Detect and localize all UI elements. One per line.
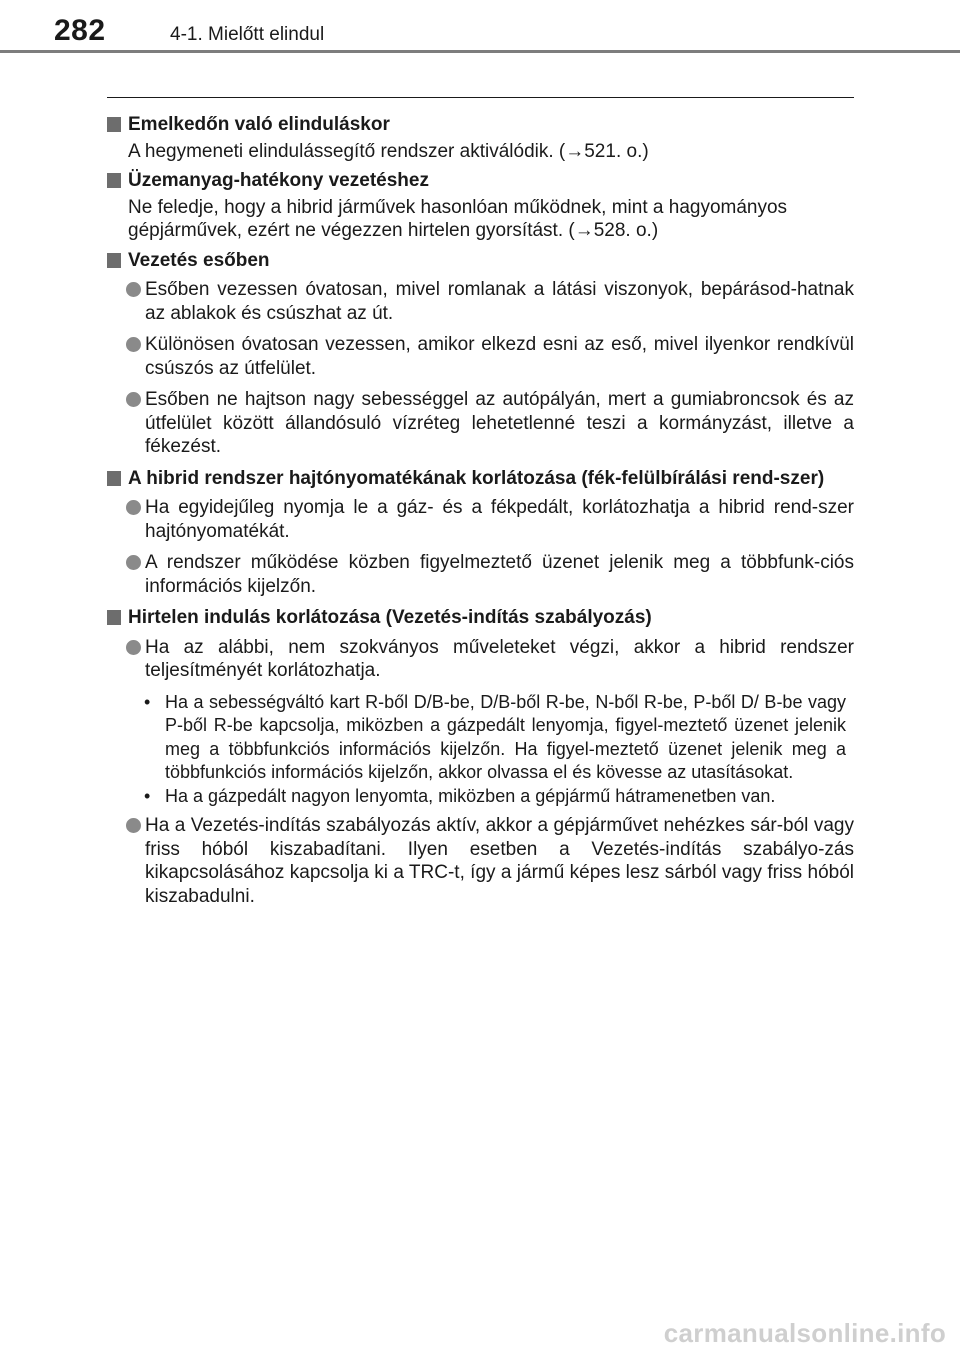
dot-marker: • — [144, 785, 151, 806]
heading-text: Vezetés esőben — [128, 249, 270, 271]
sub-list-item-text: Ha a sebességváltó kart R-ből D/B-be, D/B-ből R-be, N-ből R-be, P-ből D/ B-be vagy P-ből R-be kapcsolja, miközben a gázpedált lenyomja, figyel-meztető üzenet jelenik meg a többfunkciós információs kijelzőn. Ha figyel-meztető üzenet jelenik meg a többfunkciós információs kijelzőn, akkor olvassa el és kövesse az utasításokat. — [165, 691, 846, 782]
list-item-text: Esőben ne hajtson nagy sebességgel az autópályán, mert a gumiabroncsok és az útfelület között állandósuló vízréteg lehetetlenné teszi a kormányzást, illetve a fékezést. — [145, 389, 854, 457]
sub-list-item — [107, 691, 854, 785]
section-heading — [107, 113, 854, 137]
page-number: 282 — [54, 14, 106, 47]
header-rule — [0, 50, 960, 53]
list-item-text: A rendszer működése közben figyelmeztető üzenet jelenik meg a többfunk-ciós információs kijelzőn. — [145, 552, 854, 597]
list-item-text: Ha a Vezetés-indítás szabályozás aktív, akkor a gépjárművet nehézkes sár-ból vagy friss hóból kiszabadítani. Ilyen esetben a Vezetés-indítás szabályo-zás kikapcsolásához kapcsolja ki a TRC-t, így a jármű képes lesz sárból vagy friss hóból kiszabadulni. — [145, 815, 854, 907]
list-item-text: Ha egyidejűleg nyomja le a gáz- és a fékpedált, korlátozhatja a hibrid rend-szer hajtónyomatékát. — [145, 497, 854, 542]
heading-text: Hirtelen indulás korlátozása (Vezetés-indítás szabályozás) — [128, 607, 652, 628]
square-bullet-icon — [107, 173, 121, 188]
list-item-text: Ha az alábbi, nem szokványos műveleteket végzi, akkor a hibrid rendszer teljesítményét korlátozhatja. — [145, 636, 854, 681]
circle-bullet-icon — [126, 282, 141, 297]
square-bullet-icon — [107, 471, 121, 486]
list-item — [107, 388, 854, 459]
square-bullet-icon — [107, 253, 121, 268]
section-heading — [107, 606, 854, 630]
watermark: carmanualsonline.info — [663, 1318, 946, 1348]
list-item — [107, 278, 854, 325]
paragraph: A hegymeneti elindulássegítő rendszer aktiválódik. (→521. o.) — [128, 140, 649, 162]
heading-text: Üzemanyag-hatékony vezetéshez — [128, 170, 429, 191]
list-item — [107, 496, 854, 543]
sub-list-item — [107, 785, 854, 809]
circle-bullet-icon — [126, 555, 141, 570]
sub-list — [107, 691, 854, 809]
section-heading — [107, 169, 854, 193]
paragraph: Ne feledje, hogy a hibrid járművek hasonlóan működnek, mint a hagyományos gépjárművek, ezért ne végezzen hirtelen gyorsítást. (→528. o.) — [128, 196, 788, 241]
list-item-text: Különösen óvatosan vezessen, amikor elkezd esni az eső, mivel ilyenkor rendkívül csúszós az útfelület. — [145, 334, 854, 379]
dot-marker: • — [144, 691, 151, 712]
page-content — [107, 110, 854, 916]
list-item — [107, 551, 854, 598]
list-item — [107, 636, 854, 683]
circle-bullet-icon — [126, 392, 141, 407]
heading-text: A hibrid rendszer hajtónyomatékának korlátozása (fék-felülbírálási rend-szer) — [128, 467, 825, 489]
square-bullet-icon — [107, 610, 121, 625]
sub-list-item-text: Ha a gázpedált nagyon lenyomta, miközben a gépjármű hátramenetben van. — [165, 785, 776, 806]
list-item-text: Esőben vezessen óvatosan, mivel romlanak a látási viszonyok, bepárásod-hatnak az ablakok és csúszhat az út. — [145, 279, 854, 324]
square-bullet-icon — [107, 117, 121, 132]
section-heading — [107, 467, 854, 491]
circle-bullet-icon — [126, 500, 141, 515]
circle-bullet-icon — [126, 640, 141, 655]
content-rule — [107, 97, 854, 98]
list-item — [107, 333, 854, 380]
heading-text: Emelkedőn való elinduláskor — [128, 114, 390, 135]
section-title: 4-1. Mielőtt elindul — [170, 24, 325, 45]
circle-bullet-icon — [126, 337, 141, 352]
section-heading — [107, 249, 854, 273]
circle-bullet-icon — [126, 818, 141, 833]
list-item — [107, 814, 854, 908]
